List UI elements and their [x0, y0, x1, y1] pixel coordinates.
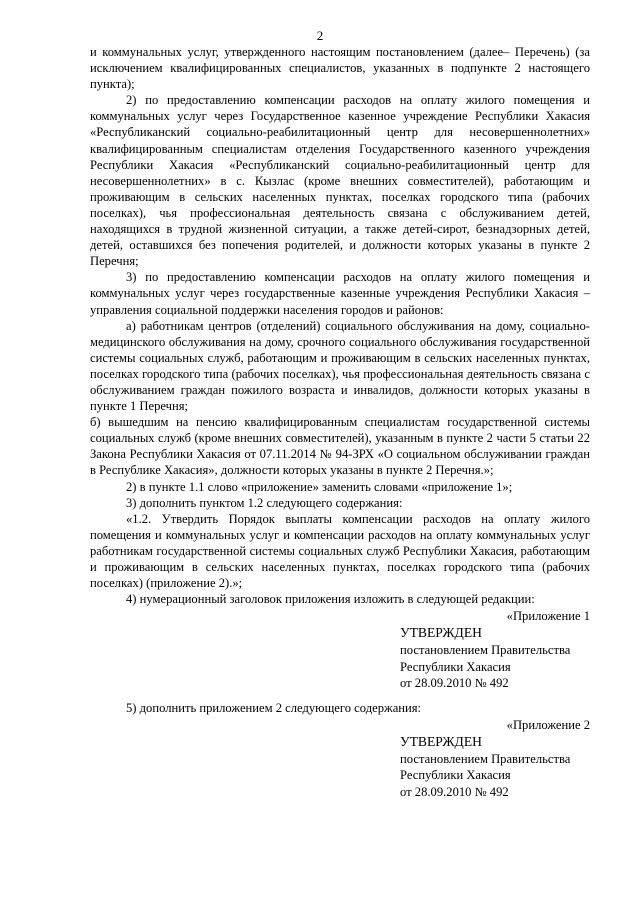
appendix-2-line-2: Республики Хакасия: [400, 768, 511, 783]
paragraph-change-3: 3) дополнить пунктом 1.2 следующего содержания:: [126, 495, 403, 510]
appendix-1-line-2: Республики Хакасия: [400, 659, 511, 674]
appendix-1-line-1: постановлением Правительства: [400, 643, 571, 658]
appendix-1-line-3: от 28.09.2010 № 492: [400, 676, 509, 691]
appendix-2-label: «Приложение 2: [506, 717, 590, 732]
paragraph-item-2: 2) по предоставлению компенсации расходов на оплату жилого помещения и коммунальных услуг через Государственное казенное учреждение Республики Хакасия «Республиканский социально-реабилитационный центр для несовершеннолетних» квалифицированным специалистам отделения Государственного казенного учреждения Республики Хакасия «Республиканский социально-реабилитационный центр для несовершеннолетних» в с. Кызлас (кроме внешних совместителей), работающим и проживающим в сельских населенных пунктах, поселках городского типа (рабочих поселках), чья профессиональная деятельность связана с обслуживанием детей, находящихся в трудной жизненной ситуации, а также детей-сирот, безнадзорных детей, детей, оставшихся без попечения родителей, и должности которых указаны в пункте 2 Перечня;: [90, 93, 590, 269]
paragraph-change-2: 2) в пункте 1.1 слово «приложение» заменить словами «приложение 1»;: [126, 479, 513, 494]
paragraph-clause-1-2: «1.2. Утвердить Порядок выплаты компенсации расходов на оплату жилого помещения и коммунальных услуг и компенсации расходов на оплату коммунальных услуг работникам государственной системы социальных служб Республики Хакасия, работающим и проживающим в сельских населенных пунктах, поселках городского типа (рабочих поселках) (приложение 2).»;: [90, 511, 590, 591]
paragraph-change-4: 4) нумерационный заголовок приложения изложить в следующей редакции:: [126, 592, 535, 607]
document-body: [90, 44, 590, 800]
appendix-2-line-1: постановлением Правительства: [400, 751, 571, 766]
appendix-1-approval-block: [400, 624, 590, 691]
paragraph-item-3: 3) по предоставлению компенсации расходов на оплату жилого помещения и коммунальных услуг через государственные казенные учреждения Республики Хакасия – управления социальной поддержки населения городов и районов:: [90, 270, 590, 317]
paragraph-continuation: и коммунальных услуг, утвержденного настоящим постановлением (далее– Перечень) (за исключением квалифицированных специалистов, указанных в подпункте 2 настоящего пункта);: [90, 45, 590, 92]
appendix-2-line-3: от 28.09.2010 № 492: [400, 784, 509, 799]
appendix-2-approval-block: [400, 733, 590, 800]
paragraph-subitem-a: а) работникам центров (отделений) социального обслуживания на дому, социально-медицинского обслуживания на дому, срочного социального обслуживания государственной системы социальных служб, работающим и проживающим в сельских населенных пунктах, поселках городского типа (рабочих поселках), чья профессиональная деятельность связана с обслуживанием граждан пожилого возраста и инвалидов, должности которых указаны в пункте 1 Перечня;: [90, 318, 590, 414]
paragraph-subitem-b: б) вышедшим на пенсию квалифицированным специалистам государственной системы социальных служб (кроме внешних совместителей), указанным в пункте 2 части 5 статьи 22 Закона Республики Хакасия от 07.11.2014 № 94-ЗРХ «О социальном обслуживании граждан в Республике Хакасия», должности которых указаны в пункте 2 Перечня.»;: [90, 415, 590, 478]
appendix-1-approved: УТВЕРЖДЕН: [400, 625, 482, 641]
appendix-1-label: «Приложение 1: [506, 609, 590, 624]
paragraph-change-5: 5) дополнить приложением 2 следующего содержания:: [126, 700, 422, 715]
page-number: 2: [316, 28, 324, 43]
appendix-2-approved: УТВЕРЖДЕН: [400, 733, 482, 749]
